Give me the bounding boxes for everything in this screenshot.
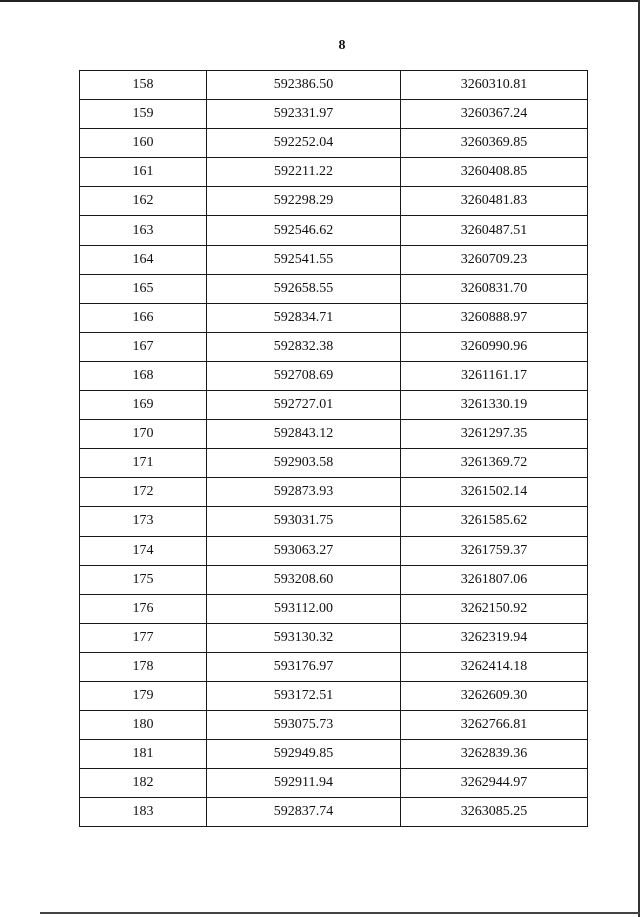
point-number-cell: 182: [80, 769, 207, 798]
x-coordinate-cell: 592843.12: [207, 420, 401, 449]
table-row: [80, 100, 588, 129]
y-coordinate-cell: 3260408.85: [401, 158, 588, 187]
y-coordinate-cell: 3261759.37: [401, 536, 588, 565]
point-number-cell: 168: [80, 361, 207, 390]
y-coordinate-cell: 3260990.96: [401, 332, 588, 361]
table-row: [80, 536, 588, 565]
x-coordinate-cell: 592873.93: [207, 478, 401, 507]
point-number-cell: 165: [80, 274, 207, 303]
scan-edge-bottom: [40, 912, 640, 914]
y-coordinate-cell: 3261502.14: [401, 478, 588, 507]
x-coordinate-cell: 592832.38: [207, 332, 401, 361]
x-coordinate-cell: 593112.00: [207, 594, 401, 623]
table-row: [80, 216, 588, 245]
y-coordinate-cell: 3260888.97: [401, 303, 588, 332]
point-number-cell: 177: [80, 623, 207, 652]
y-coordinate-cell: 3262766.81: [401, 711, 588, 740]
point-number-cell: 172: [80, 478, 207, 507]
point-number-cell: 160: [80, 129, 207, 158]
table-row: [80, 652, 588, 681]
y-coordinate-cell: 3260709.23: [401, 245, 588, 274]
y-coordinate-cell: 3262414.18: [401, 652, 588, 681]
point-number-cell: 166: [80, 303, 207, 332]
table-row: [80, 391, 588, 420]
point-number-cell: 174: [80, 536, 207, 565]
y-coordinate-cell: 3261161.17: [401, 361, 588, 390]
y-coordinate-cell: 3261297.35: [401, 420, 588, 449]
y-coordinate-cell: 3261369.72: [401, 449, 588, 478]
table-row: [80, 245, 588, 274]
point-number-cell: 159: [80, 100, 207, 129]
point-number-cell: 164: [80, 245, 207, 274]
table-row: [80, 507, 588, 536]
y-coordinate-cell: 3260487.51: [401, 216, 588, 245]
x-coordinate-cell: 593075.73: [207, 711, 401, 740]
x-coordinate-cell: 592834.71: [207, 303, 401, 332]
x-coordinate-cell: 592658.55: [207, 274, 401, 303]
x-coordinate-cell: 592331.97: [207, 100, 401, 129]
table-row: [80, 449, 588, 478]
coordinate-table-body: [80, 71, 588, 827]
table-row: [80, 740, 588, 769]
point-number-cell: 175: [80, 565, 207, 594]
table-row: [80, 420, 588, 449]
x-coordinate-cell: 592546.62: [207, 216, 401, 245]
x-coordinate-cell: 592837.74: [207, 798, 401, 827]
point-number-cell: 173: [80, 507, 207, 536]
y-coordinate-cell: 3262944.97: [401, 769, 588, 798]
x-coordinate-cell: 593176.97: [207, 652, 401, 681]
x-coordinate-cell: 592727.01: [207, 391, 401, 420]
x-coordinate-cell: 592911.94: [207, 769, 401, 798]
point-number-cell: 171: [80, 449, 207, 478]
table-row: [80, 187, 588, 216]
x-coordinate-cell: 592903.58: [207, 449, 401, 478]
table-row: [80, 681, 588, 710]
y-coordinate-cell: 3261585.62: [401, 507, 588, 536]
point-number-cell: 162: [80, 187, 207, 216]
x-coordinate-cell: 592541.55: [207, 245, 401, 274]
point-number-cell: 178: [80, 652, 207, 681]
table-row: [80, 158, 588, 187]
table-row: [80, 594, 588, 623]
x-coordinate-cell: 592949.85: [207, 740, 401, 769]
point-number-cell: 183: [80, 798, 207, 827]
table-row: [80, 332, 588, 361]
x-coordinate-cell: 593130.32: [207, 623, 401, 652]
table-row: [80, 798, 588, 827]
table-row: [80, 769, 588, 798]
y-coordinate-cell: 3261330.19: [401, 391, 588, 420]
x-coordinate-cell: 593208.60: [207, 565, 401, 594]
x-coordinate-cell: 593063.27: [207, 536, 401, 565]
table-row: [80, 711, 588, 740]
point-number-cell: 169: [80, 391, 207, 420]
y-coordinate-cell: 3263085.25: [401, 798, 588, 827]
y-coordinate-cell: 3261807.06: [401, 565, 588, 594]
y-coordinate-cell: 3260831.70: [401, 274, 588, 303]
y-coordinate-cell: 3262319.94: [401, 623, 588, 652]
x-coordinate-cell: 592211.22: [207, 158, 401, 187]
x-coordinate-cell: 592708.69: [207, 361, 401, 390]
table-row: [80, 478, 588, 507]
y-coordinate-cell: 3260310.81: [401, 71, 588, 100]
table-row: [80, 623, 588, 652]
point-number-cell: 158: [80, 71, 207, 100]
table-row: [80, 71, 588, 100]
y-coordinate-cell: 3262839.36: [401, 740, 588, 769]
scan-edge-top: [0, 0, 640, 2]
coordinate-table: [79, 70, 588, 827]
y-coordinate-cell: 3260367.24: [401, 100, 588, 129]
y-coordinate-cell: 3260481.83: [401, 187, 588, 216]
point-number-cell: 167: [80, 332, 207, 361]
point-number-cell: 170: [80, 420, 207, 449]
point-number-cell: 176: [80, 594, 207, 623]
page-number: 8: [338, 38, 346, 53]
table-row: [80, 565, 588, 594]
point-number-cell: 179: [80, 681, 207, 710]
table-row: [80, 361, 588, 390]
y-coordinate-cell: 3260369.85: [401, 129, 588, 158]
y-coordinate-cell: 3262609.30: [401, 681, 588, 710]
point-number-cell: 181: [80, 740, 207, 769]
x-coordinate-cell: 592386.50: [207, 71, 401, 100]
point-number-cell: 163: [80, 216, 207, 245]
x-coordinate-cell: 592252.04: [207, 129, 401, 158]
x-coordinate-cell: 593172.51: [207, 681, 401, 710]
table-row: [80, 129, 588, 158]
x-coordinate-cell: 593031.75: [207, 507, 401, 536]
table-row: [80, 274, 588, 303]
x-coordinate-cell: 592298.29: [207, 187, 401, 216]
y-coordinate-cell: 3262150.92: [401, 594, 588, 623]
point-number-cell: 180: [80, 711, 207, 740]
point-number-cell: 161: [80, 158, 207, 187]
table-row: [80, 303, 588, 332]
